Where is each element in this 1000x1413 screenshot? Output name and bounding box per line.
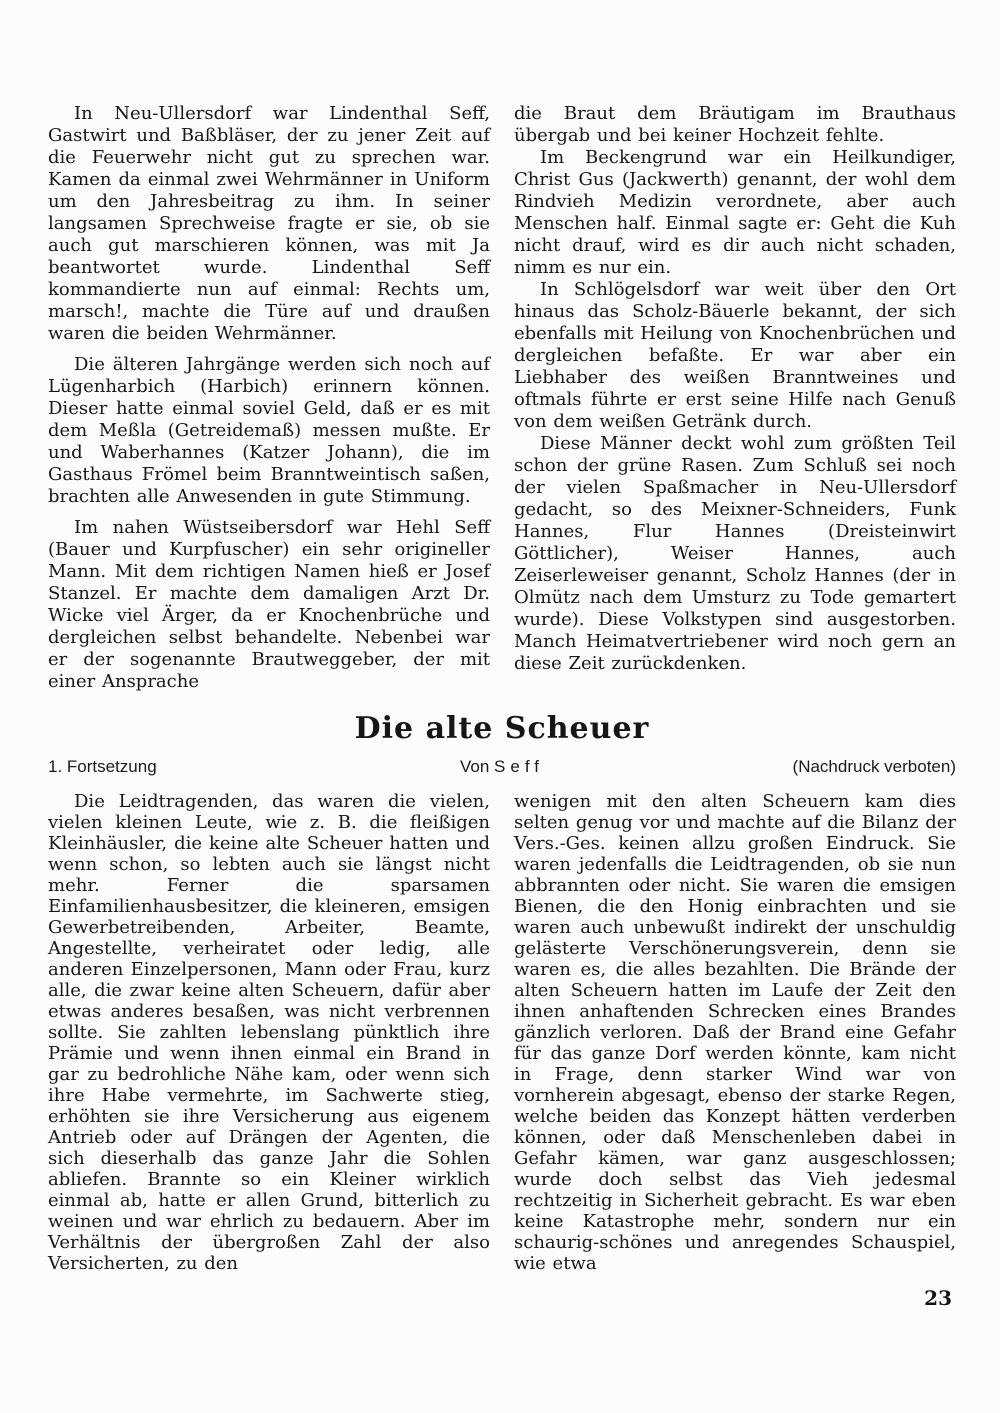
byline-author: Seff — [494, 757, 544, 776]
intro-left-column — [48, 103, 490, 693]
article-left-column — [48, 791, 490, 1274]
paragraph: In Schlögelsdorf war weit über den Ort hinaus das Scholz-Bäuerle bekannt, der sich ebenfalls mit Heilung von Knochenbrüchen und dergleichen befaßte. Er war aber ein Liebhaber des weißen Branntweines und oftmals führte er erst seine Hilfe nach Genuß von dem weißen Getränk durch. — [514, 279, 956, 432]
paragraph: Im nahen Wüstseibersdorf war Hehl Seff (Bauer und Kurpfuscher) ein sehr origineller Mann. Mit dem richtigen Namen hieß er Josef Stanzel. Er machte dem damaligen Arzt Dr. Wicke viel Ärger, da er Knochenbrüche und dergleichen selbst behandelte. Nebenbei war er der sogenannte Brautweggeber, der mit einer Ansprache — [48, 517, 490, 692]
paragraph: wenigen mit den alten Scheuern kam dies selten genug vor und machte auf die Bilanz der Vers.-Ges. keinen allzu großen Eindruck. Sie waren jedenfalls die Leidtragenden, ob sie nun abbrannten oder nicht. Sie waren die emsigen Bienen, die den Honig einbrachten und sie waren auch unbewußt indirekt der unschuldig gelästerte Verschönerungsverein, denn sie waren es, die alles bezahlten. Die Brände der alten Scheuern hatten im Laufe der Zeit den ihnen anhaftenden Schrecken eines Brandes gänzlich verloren. Daß der Brand eine Gefahr für das ganze Dorf werden könnte, kam nicht in Frage, denn starker Wind war von vornherein abgesagt, ebenso der starke Regen, welche beiden das Konzept hätten verderben können, oder daß Menschenleben dabei in Gefahr kämen, war ganz ausgeschlossen; wurde doch selbst das Vieh jedesmal rechtzeitig in Sicherheit gebracht. Es war eben keine Katastrophe mehr, sondern nur ein schaurig-schönes und anregendes Schauspiel, wie etwa — [514, 791, 956, 1274]
paragraph: die Braut dem Bräutigam im Brauthaus übergab und bei keiner Hochzeit fehlte. — [514, 103, 956, 146]
page-number: 23 — [924, 1286, 952, 1310]
rights-notice: (Nachdruck verboten) — [792, 757, 956, 776]
article-header — [48, 711, 956, 777]
intro-section — [48, 103, 956, 693]
paragraph: Die Leidtragenden, das waren die vielen, vielen kleinen Leute, wie z. B. die fleißigen Kleinhäusler, die keine alte Scheuer hatten und wenn schon, so lebten auch sie längst nicht mehr. Ferner die sparsamen Einfamilienhausbesitzer, die kleineren, emsigen Gewerbetreibenden, Arbeiter, Beamte, Angestellte, verheiratet oder ledig, alle anderen Einzelpersonen, Mann oder Frau, kurz alle, die zwar keine alten Scheuern, dafür aber etwas anderes besaßen, was nicht verbrennen sollte. Sie zahlten lebenslang pünktlich ihre Prämie und wenn ihnen einmal ein Brand in gar zu bedrohliche Nähe kam, oder wenn sich ihre Habe vermehrte, im Sachwerte stieg, erhöhten sie ihre Versicherung aus eigenem Antrieb oder auf Drängen der Agenten, die sich dieserhalb das ganze Jahr die Sohlen abliefen. Brannte so ein Kleiner wirklich einmal ab, hatte er allen Grund, bitterlich zu weinen und war ehrlich zu bedauern. Aber im Verhältnis der übergroßen Zahl der also Versicherten, zu den — [48, 791, 490, 1274]
article-meta-row — [48, 757, 956, 777]
paragraph: Die älteren Jahrgänge werden sich noch auf Lügenharbich (Harbich) erinnern können. Dieser hatte einmal soviel Geld, daß er es mit dem Meßla (Getreidemaß) messen mußte. Er und Waberhannes (Katzer Johann), die im Gasthaus Frömel beim Branntweintisch saßen, brachten alle Anwesenden in gute Stimmung. — [48, 354, 490, 507]
article-right-column — [514, 791, 956, 1274]
byline-prefix: Von — [460, 757, 490, 776]
continuation-label: 1. Fortsetzung — [48, 757, 157, 776]
paragraph: Diese Männer deckt wohl zum größten Teil schon der grüne Rasen. Zum Schluß sei noch der vielen Spaßmacher in Neu-Ullersdorf gedacht, so des Meixner-Schneiders, Funk Hannes, Flur Hannes (Dreisteinwirt Göttlicher), Weiser Hannes, auch Zeiserleweiser genannt, Scholz Hannes (der in Olmütz nach dem Umsturz zu Tode gemartert wurde). Diese Volkstypen sind ausgestorben. Manch Heimatvertriebener wird noch gern an diese Zeit zurückdenken. — [514, 433, 956, 674]
paragraph: Im Beckengrund war ein Heilkundiger, Christ Gus (Jackwerth) genannt, der wohl dem Rindvieh Medizin verordnete, aber auch Menschen half. Einmal sagte er: Geht die Kuh nicht drauf, wird es dir auch nicht schaden, nimm es nur ein. — [514, 147, 956, 278]
intro-right-column — [514, 103, 956, 693]
article-title: Die alte Scheuer — [354, 711, 650, 746]
article-body-section — [48, 791, 956, 1274]
paragraph: In Neu-Ullersdorf war Lindenthal Seff, Gastwirt und Baßbläser, der zu jener Zeit auf die Feuerwehr nicht gut zu sprechen war. Kamen da einmal zwei Wehrmänner in Uniform um den Jahresbeitrag zu ihm. In seiner langsamen Sprechweise fragte er sie, ob sie auch gut marschieren können, was mit Ja beantwortet wurde. Lindenthal Seff kommandierte nun auf einmal: Rechts um, marsch!, machte die Türe auf und draußen waren die beiden Wehrmänner. — [48, 103, 490, 344]
